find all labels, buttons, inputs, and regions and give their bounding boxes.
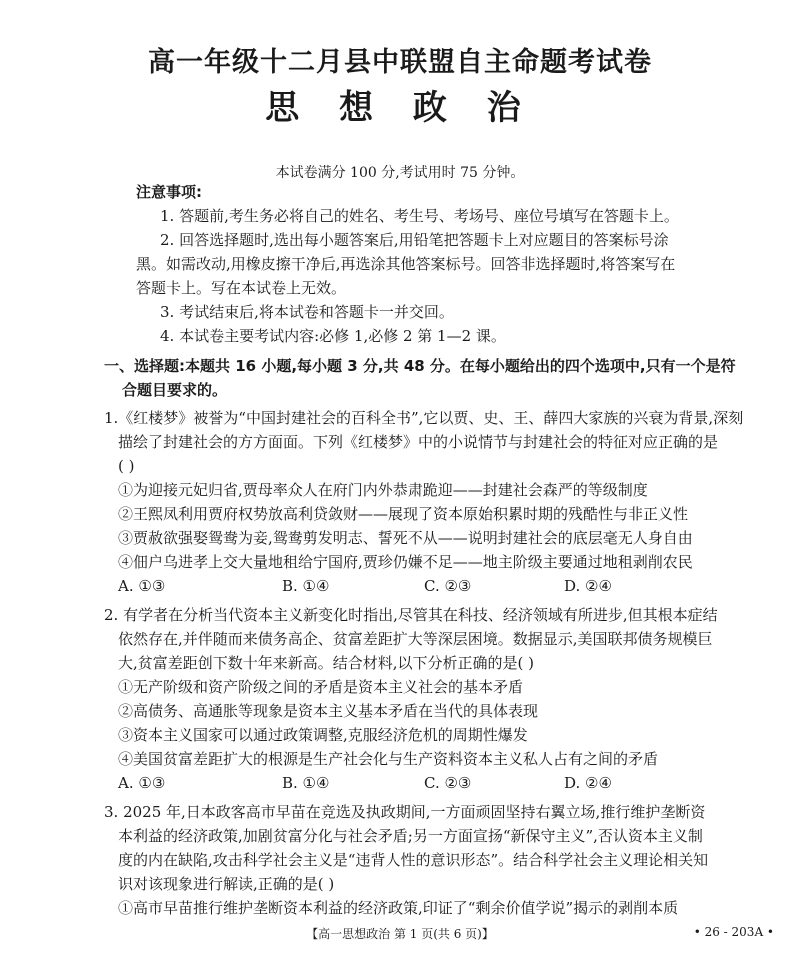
question-3-text: 识对该现象进行解读,正确的是( ) <box>118 875 335 893</box>
section-heading-cont: 合题目要求的。 <box>122 381 228 399</box>
question-3-text: 3. 2025 年,日本政客高市早苗在竞选及执政期间,一方面顽固坚持右翼立场,推行维护垄断资 <box>104 803 706 821</box>
option-c: C. ②③ <box>424 577 472 595</box>
notice-line: 4. 本试卷主要考试内容:必修 1,必修 2 第 1—2 课。 <box>160 327 506 345</box>
footer-code: • 26 - 203A • <box>693 925 774 939</box>
question-2-statement: ③资本主义国家可以通过政策调整,克服经济危机的周期性爆发 <box>118 726 528 744</box>
notice-line: 1. 答题前,考生务必将自己的姓名、考生号、考场号、座位号填写在答题卡上。 <box>160 207 679 225</box>
option-d: D. ②④ <box>564 577 612 595</box>
subject-title: 思 想 政 治 <box>265 88 535 128</box>
question-1-statement: ②王熙凤利用贾府权势放高利贷敛财——展现了资本原始积累时期的残酷性与非正义性 <box>118 505 689 523</box>
footer-page-number: 【高一思想政治 第 1 页(共 6 页)】 <box>306 927 494 941</box>
option-c: C. ②③ <box>424 774 472 792</box>
option-a: A. ①③ <box>118 774 166 792</box>
notice-line: 答题卡上。写在本试卷上无效。 <box>136 279 347 297</box>
section-heading: 一、选择题:本题共 16 小题,每小题 3 分,共 48 分。在每小题给出的四个选项中,只有一个是符 <box>104 357 736 375</box>
notice-heading: 注意事项: <box>136 183 202 201</box>
question-2-statement: ①无产阶级和资产阶级之间的矛盾是资本主义社会的基本矛盾 <box>118 678 524 696</box>
option-b: B. ①④ <box>282 577 330 595</box>
question-2-text: 大,贫富差距创下数十年来新高。结合材料,以下分析正确的是( ) <box>118 654 535 672</box>
question-2-statement: ④美国贫富差距扩大的根源是生产社会化与生产资料资本主义私人占有之间的矛盾 <box>118 750 659 768</box>
option-b: B. ①④ <box>282 774 330 792</box>
question-1-blank: ( ) <box>118 457 135 475</box>
option-a: A. ①③ <box>118 577 166 595</box>
question-2-text: 2. 有学者在分析当代资本主义新变化时指出,尽管其在科技、经济领域有所进步,但其根本症结 <box>104 606 718 624</box>
notice-line: 黑。如需改动,用橡皮擦干净后,再选涂其他答案标号。回答非选择题时,将答案写在 <box>136 255 676 273</box>
option-d: D. ②④ <box>564 774 612 792</box>
exam-title: 高一年级十二月县中联盟自主命题考试卷 <box>148 47 652 78</box>
question-1-text: 1.《红楼梦》被誉为“中国封建社会的百科全书”,它以贾、史、王、薛四大家族的兴衰为背景,深刻 <box>104 409 744 427</box>
question-2-statement: ②高债务、高通胀等现象是资本主义基本矛盾在当代的具体表现 <box>118 702 539 720</box>
question-3-text: 本利益的经济政策,加剧贫富分化与社会矛盾;另一方面宣扬“新保守主义”,否认资本主义制 <box>118 827 703 845</box>
question-3-statement: ①高市早苗推行维护垄断资本利益的经济政策,印证了“剩余价值学说”揭示的剥削本质 <box>118 899 679 917</box>
question-1-statement: ④佃户乌进孝上交大量地租给宁国府,贾珍仍嫌不足——地主阶级主要通过地租剥削农民 <box>118 553 693 571</box>
question-1-statement: ①为迎接元妃归省,贾母率众人在府门内外恭肃跪迎——封建社会森严的等级制度 <box>118 481 648 499</box>
question-1-statement: ③贾赦欲强娶鸳鸯为妾,鸳鸯剪发明志、誓死不从——说明封建社会的底层毫无人身自由 <box>118 529 693 547</box>
question-3-text: 度的内在缺陷,攻击科学社会主义是“违背人性的意识形态”。结合科学社会主义理论相关知 <box>118 851 709 869</box>
exam-meta: 本试卷满分 100 分,考试用时 75 分钟。 <box>275 165 525 181</box>
notice-line: 3. 考试结束后,将本试卷和答题卡一并交回。 <box>160 303 454 321</box>
question-1-text: 描绘了封建社会的方方面面。下列《红楼梦》中的小说情节与封建社会的特征对应正确的是 <box>118 433 719 451</box>
notice-line: 2. 回答选择题时,选出每小题答案后,用铅笔把答题卡上对应题目的答案标号涂 <box>160 231 669 249</box>
question-2-text: 依然存在,并伴随而来债务高企、贫富差距扩大等深层困境。数据显示,美国联邦债务规模巨 <box>118 630 713 648</box>
